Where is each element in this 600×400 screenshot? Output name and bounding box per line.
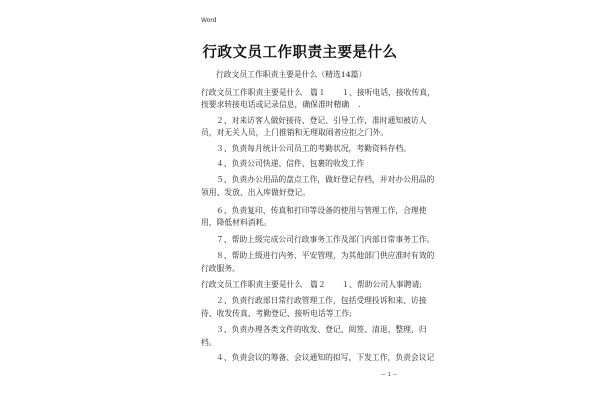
- paragraph-line: 按要求转接电话或记录信息，确保准时精确: [201, 100, 350, 109]
- paragraph-line: ３、负责每月统计公司员工的考勤状况，考勤资料存档。: [216, 144, 411, 153]
- paragraph-line: ４、负责会议的筹备、会议通知的拟写，下发工作，负责会议记: [216, 353, 435, 362]
- paragraph-line: ４、负责公司快递、信件、包裹的收发工作: [216, 159, 365, 168]
- paragraph-line: ６、负责复印、传真和打印等设备的使用与管理工作，合理使: [216, 206, 427, 215]
- paragraph-line: ５、负责办公用品的盘点工作，做好登记存档，并对办公用品的: [216, 175, 435, 184]
- paragraph-line: 行政服务。: [201, 264, 240, 273]
- document-title: 行政文员工作职责主要是什么: [202, 44, 398, 61]
- paragraph-line: 行政文员工作职责主要是什么 篇２ １、帮助公司人事聘请;: [201, 280, 422, 289]
- paragraph-line: ２、对来访客人做好接待、登记、引导工作，准时通知被访人: [216, 116, 427, 125]
- paragraph-line: 领用、发放、出入库做好登记。: [201, 188, 311, 197]
- page-number: — 1 —: [381, 372, 398, 378]
- paragraph-line: 行政文员工作职责主要是什么 篇１ １、接听电话，接收传真，: [201, 88, 435, 97]
- stray-mark: .: [358, 100, 361, 109]
- paragraph-line: 员，对无关人员，上门推销和无理取闹者应拒之门外。: [201, 128, 389, 137]
- paragraph-line: ２、负责行政部日常行政管理工作，包括受理投诉和来、访接: [216, 296, 427, 305]
- subtitle-line: 行政文员工作职责主要是什么（精选14篇）: [216, 70, 367, 79]
- paragraph-line: 档。: [201, 338, 217, 347]
- paragraph-line: ８、帮助上级进行内务、平安管理，为其他部门供应准时有效的: [216, 251, 435, 260]
- paragraph-line: 用，降低材料消耗。: [201, 218, 272, 227]
- paragraph-line: 待、收发传真、考勤登记、接听电话等工作;: [201, 309, 352, 318]
- paragraph-line: ３、负责办理各类文件的收发、登记、阅签、清退、整理、归: [216, 325, 427, 334]
- paragraph-line: ７、帮助上级完成公司行政事务工作及部门内部日常事务工作。: [216, 235, 435, 244]
- app-label: Word: [201, 17, 217, 24]
